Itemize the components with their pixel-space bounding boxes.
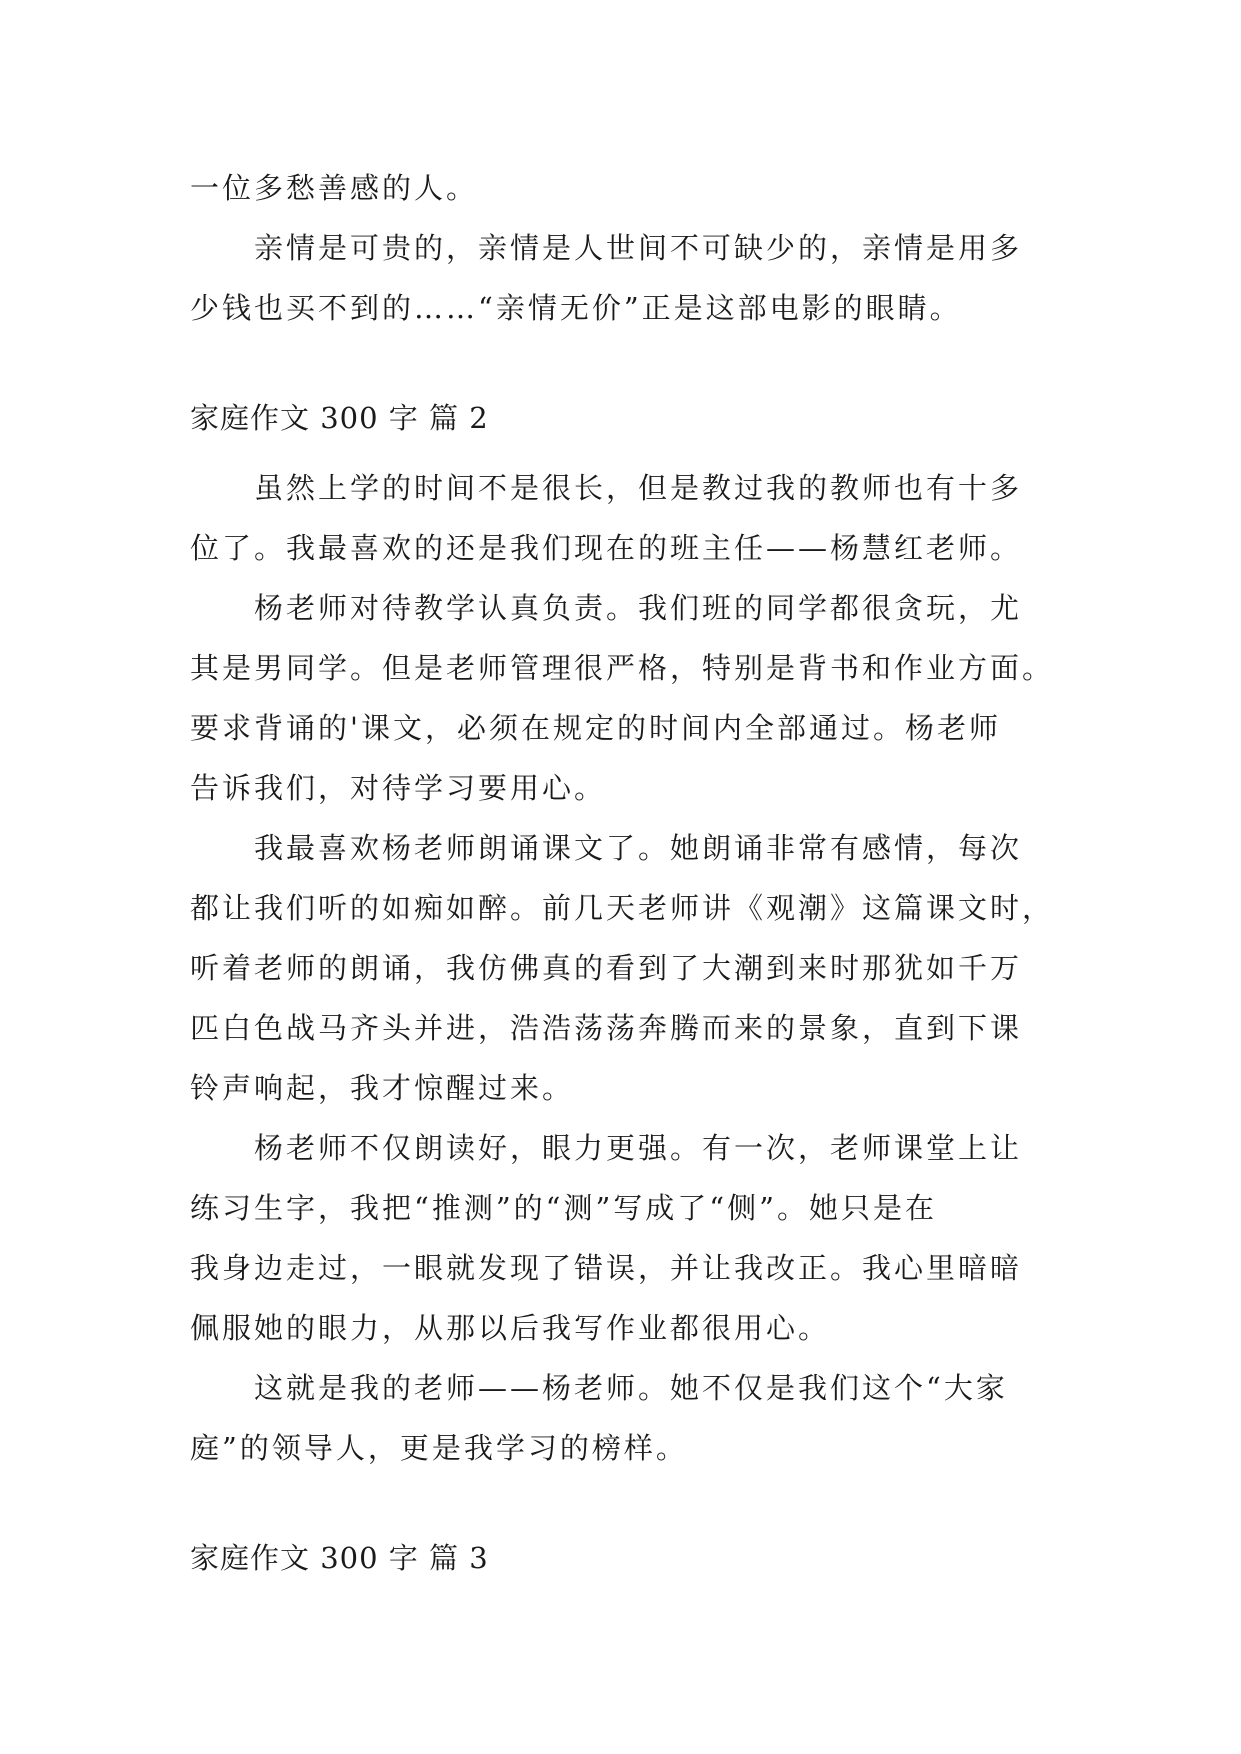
body-line: 铃声响起，我才惊醒过来。 [190, 1071, 575, 1105]
body-line: 亲情是可贵的，亲情是人世间不可缺少的，亲情是用多 [190, 231, 1023, 265]
body-line: 我身边走过，一眼就发现了错误，并让我改正。我心里暗暗 [190, 1251, 1023, 1285]
body-line: 都让我们听的如痴如醉。前几天老师讲《观潮》这篇课文时， [190, 891, 1055, 925]
body-line: 佩服她的眼力，从那以后我写作业都很用心。 [190, 1311, 831, 1345]
body-line: 杨老师对待教学认真负责。我们班的同学都很贪玩，尤 [190, 591, 1023, 625]
body-line: 一位多愁善感的人。 [190, 171, 479, 205]
body-line: 听着老师的朗诵，我仿佛真的看到了大潮到来时那犹如千万 [190, 951, 1023, 985]
section-heading-3: 家庭作文 300 字 篇 3 [190, 1541, 489, 1575]
section-heading-2: 家庭作文 300 字 篇 2 [190, 401, 489, 435]
body-line: 其是男同学。但是老师管理很严格，特别是背书和作业方面。 [190, 651, 1055, 685]
body-line: 杨老师不仅朗读好，眼力更强。有一次，老师课堂上让 [190, 1131, 1023, 1165]
body-line: 匹白色战马齐头并进，浩浩荡荡奔腾而来的景象，直到下课 [190, 1011, 1023, 1045]
body-line: 告诉我们，对待学习要用心。 [190, 771, 607, 805]
body-line: 练习生字，我把“推测”的“测”写成了“侧”。她只是在 [190, 1191, 937, 1225]
body-line: 庭”的领导人，更是我学习的榜样。 [190, 1431, 688, 1465]
body-line: 我最喜欢杨老师朗诵课文了。她朗诵非常有感情，每次 [190, 831, 1023, 865]
body-line: 要求背诵的'课文，必须在规定的时间内全部通过。杨老师 [190, 711, 1001, 745]
body-line: 位了。我最喜欢的还是我们现在的班主任——杨慧红老师。 [190, 531, 1023, 565]
body-line: 少钱也买不到的……“亲情无价”正是这部电影的眼睛。 [190, 291, 962, 325]
body-line: 虽然上学的时间不是很长，但是教过我的教师也有十多 [190, 471, 1023, 505]
body-line: 这就是我的老师——杨老师。她不仅是我们这个“大家 [190, 1371, 1008, 1405]
